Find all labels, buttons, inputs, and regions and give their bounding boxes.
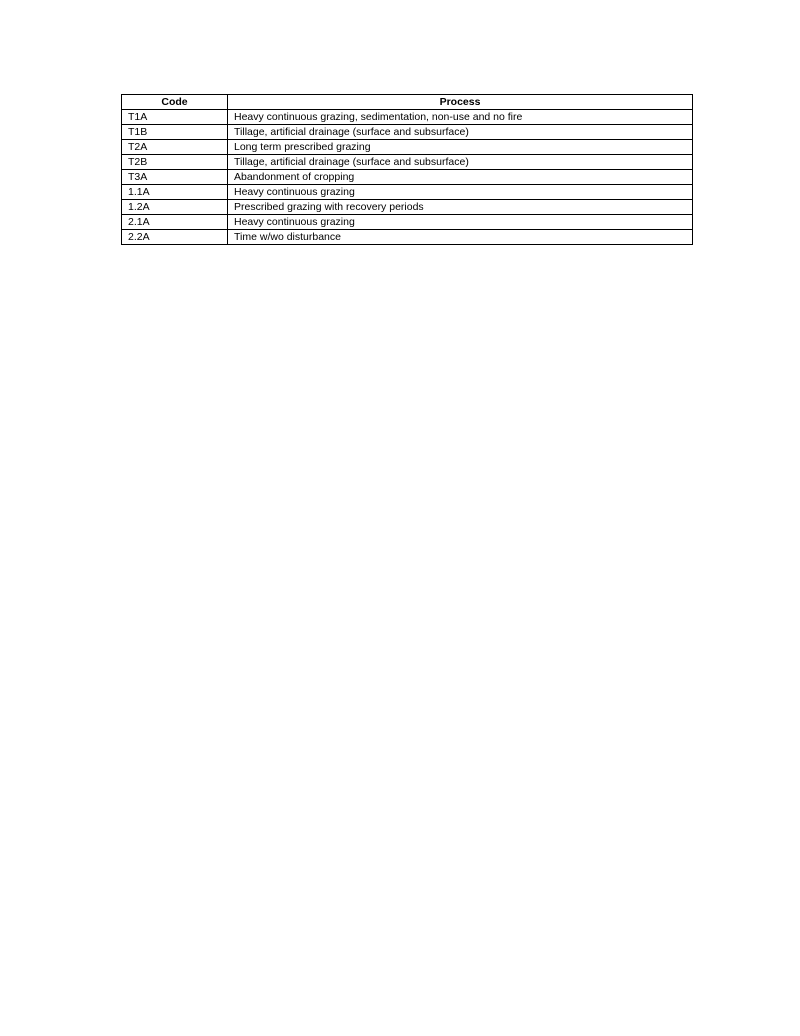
table-row xyxy=(122,215,693,230)
process-cell: Prescribed grazing with recovery periods xyxy=(228,200,693,215)
code-cell: 1.1A xyxy=(122,185,228,200)
process-cell: Abandonment of cropping xyxy=(228,170,693,185)
table-row xyxy=(122,200,693,215)
code-cell: 2.1A xyxy=(122,215,228,230)
process-cell: Heavy continuous grazing, sedimentation, non-use and no fire xyxy=(228,110,693,125)
process-cell: Tillage, artificial drainage (surface and subsurface) xyxy=(228,125,693,140)
table-row xyxy=(122,155,693,170)
table-body xyxy=(122,110,693,245)
code-column-header: Code xyxy=(122,95,228,110)
table-row xyxy=(122,140,693,155)
table-row xyxy=(122,125,693,140)
process-table xyxy=(121,94,693,245)
code-cell: T2B xyxy=(122,155,228,170)
header-row xyxy=(122,95,693,110)
process-cell: Long term prescribed grazing xyxy=(228,140,693,155)
code-cell: T1A xyxy=(122,110,228,125)
table-row xyxy=(122,110,693,125)
table-row xyxy=(122,185,693,200)
code-cell: 2.2A xyxy=(122,230,228,245)
process-column-header: Process xyxy=(228,95,693,110)
process-cell: Heavy continuous grazing xyxy=(228,215,693,230)
code-cell: T1B xyxy=(122,125,228,140)
code-cell: T3A xyxy=(122,170,228,185)
table-row xyxy=(122,170,693,185)
table-row xyxy=(122,230,693,245)
process-cell: Tillage, artificial drainage (surface and subsurface) xyxy=(228,155,693,170)
process-cell: Time w/wo disturbance xyxy=(228,230,693,245)
code-cell: 1.2A xyxy=(122,200,228,215)
process-cell: Heavy continuous grazing xyxy=(228,185,693,200)
table-header xyxy=(122,95,693,110)
code-cell: T2A xyxy=(122,140,228,155)
